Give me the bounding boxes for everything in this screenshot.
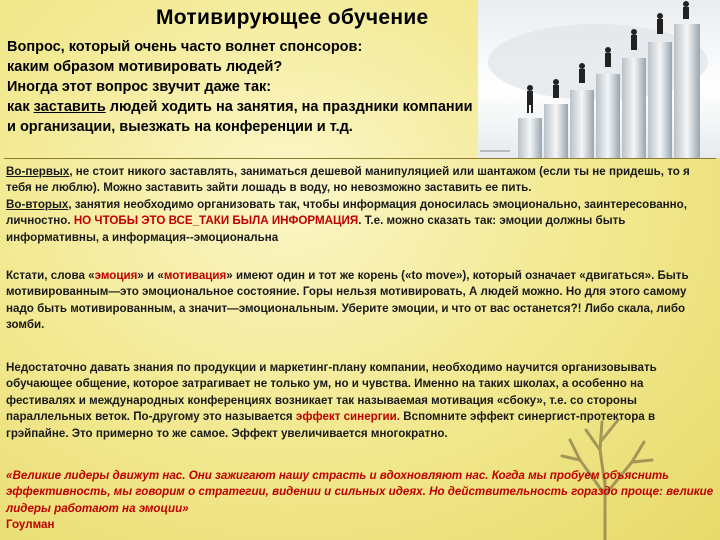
word-motivation: мотивация [163,269,227,282]
word-emotion: эмоция [94,269,138,282]
intro-line-4 [7,97,497,117]
synergy-effect: эффект синергии. [295,410,401,424]
intro-line-1: Вопрос, который очень часто волнет спонсоров: [7,39,363,55]
p3-b: Вспомните эффект синергист-протектора в грэйпайне. Это примерно то же самое. Эффект увеличивается многократно. [6,410,656,440]
paragraph-emotion-motivation [6,268,714,334]
stairs-icon [478,0,720,158]
quote-block [6,468,714,534]
p2-b: » и « [137,269,164,282]
p1-tail: . Т.е. можно сказать так: эмоции должны быть информативны, а информация--эмоциональна [6,214,626,244]
second-text: , занятия необходимо организовать так, чтобы информация доносилась эмоционально, заинтересованно, личностно. [6,197,687,228]
emphasis-information: НО ЧТОБЫ ЭТО ВСЕ_ТАКИ БЫЛА ИНФОРМАЦИЯ [73,214,359,228]
slide-title: Мотивирующее обучение [156,6,429,29]
divider [4,158,716,159]
p3-a: Недостаточно давать знания по продукции и маркетинг-плану компании, необходимо научится организовывать обучающее общение, которое затрагивает не только ум, но и чувства. Именно на таких школах, а особенно на фестивалях и международных конференциях возникает так называемая мотивация «сбоку», т.е. со стороны параллельных веток. По-другому это называется [6,361,657,424]
first-text: , не стоит никого заставлять, заниматься дешевой манипуляцией или шантажом (если ты не придешь, то я тебя не люблю). Можно заставить зайти лошадь в воду, но невозможно заставить ее пить. [6,165,690,195]
intro-line-4-post: людей ходить на занятия, на праздники компании [105,99,473,115]
intro-line-3: Иногда этот вопрос звучит даже так: [7,79,272,95]
paragraph-first-second [6,164,714,246]
intro-line-4-pre: как [7,99,34,115]
p2-a: Кстати, слова « [6,269,95,282]
stairs-of-success-illustration [478,0,720,158]
first-label: Во-первых [6,165,70,178]
p2-c: » имеют один и тот же корень («to move»), который означает «двигаться». Быть мотивированным—это эмоциональное состояние. Горы нельзя мотивировать, А людей можно. Но для этого самому надо быть мотивированным, а значит—эмоциональным. Уберите эмоции, и что от вас останется?! Либо скала, либо зомби. [6,269,689,332]
quote-author: Гоулман [6,518,55,532]
quote-text: «Великие лидеры движут нас. Они зажигают нашу страсть и вдохновляют нас. Когда мы пробуем объяснить эффективность, мы говорим о стратегии, видении и сильных идеях. Но действительность гораздо проще: великие лидеры работают на эмоции» [6,469,714,515]
intro-question [7,37,497,137]
intro-line-2: каким образом мотивировать людей? [7,59,283,75]
second-label: Во-вторых [6,197,69,211]
force-word: заставить [33,99,106,115]
intro-line-5: и организации, выезжать на конференции и т.д. [7,119,353,135]
